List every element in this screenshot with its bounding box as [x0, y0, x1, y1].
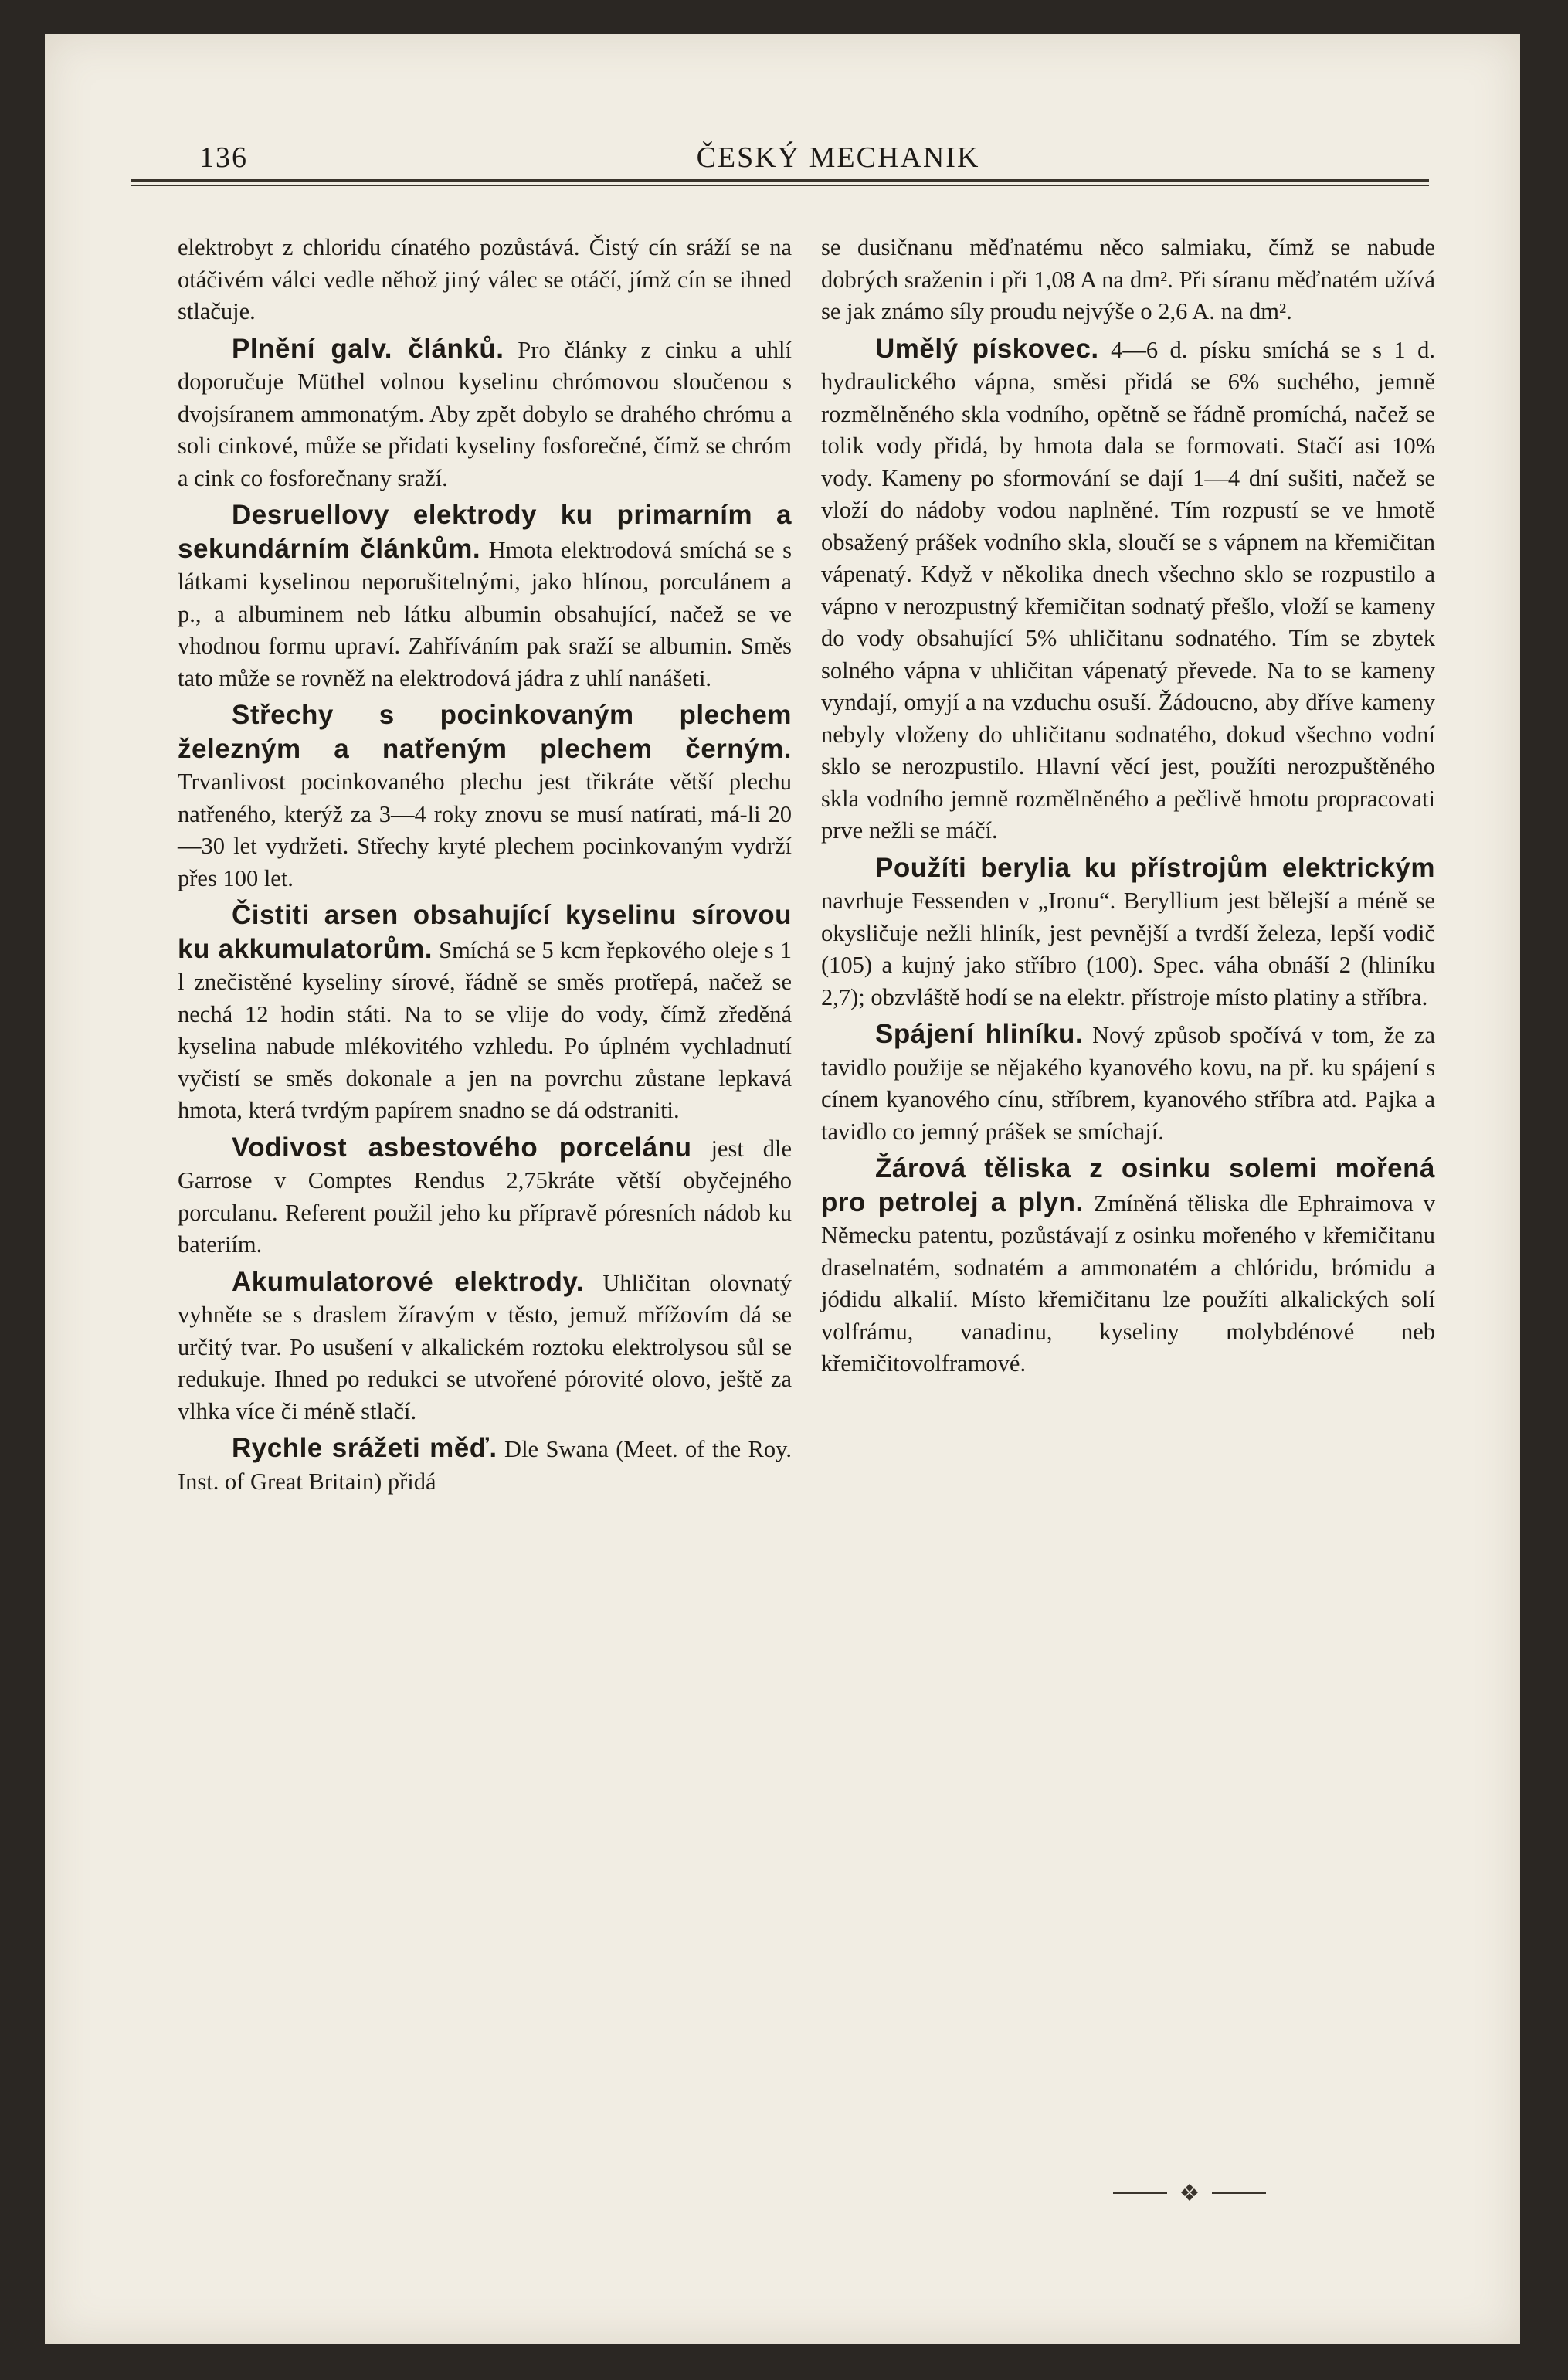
left-column — [178, 232, 792, 1502]
article-paragraph: se dusičnanu měďnatému něco salmiaku, čímž se nabude dobrých sraženin i při 1,08 A na dm². Při síranu měďnatém užívá se jak známo síly proudu nejvýše o 2,6 A. na dm². — [821, 234, 1435, 324]
article-heading: Spájení hliníku. — [875, 1019, 1084, 1049]
article-heading: Vodivost asbestového porcelánu — [232, 1132, 692, 1163]
article-paragraph: Čistiti arsen obsahující kyselinu sírovou ku akkumulatorům. Smíchá se 5 kcm řepkového oleje s 1 l znečistěné kyseliny sírové, řádně se směs protřepá, načež se nechá 12 hodin státi. Na to se vlije do vody, čímž zředěná kyselina nabude mlékovitého vzhledu. Po úplném vychladnutí vyčistí se směs dokonale a jen na povrchu zůstane lepkavá hmota, která tvrdým papírem snadno se dá odstraniti. — [178, 900, 792, 1123]
header-rule-thin — [131, 185, 1429, 186]
article-paragraph: Rychle srážeti měď. Dle Swana (Meet. of the Roy. Inst. of Great Britain) přidá — [178, 1433, 792, 1495]
article-heading: Žárová těliska z osinku solemi mořená pro petrolej a plyn. — [821, 1153, 1435, 1217]
ornament-line-right — [1212, 2192, 1266, 2194]
header-rule — [131, 179, 1429, 182]
ornament-line-left — [1113, 2192, 1167, 2194]
article-heading: Střechy s pocinkovaným plechem železným a natřeným plechem černým. — [178, 700, 792, 764]
footer-ornament — [1081, 2178, 1298, 2207]
article-paragraph: Desruellovy elektrody ku primarním a sekundárním článkům. Hmota elektrodová smíchá se s látkami kyselinou neporušitelnými, jako hlínou, porculánem a p., a albuminem neb látku albumin obsahující, načež se ve vhodnou formu upraví. Zahříváním pak sraží se albumin. Směs tato může se rovněž na elektrodová jádra z uhlí nanášeti. — [178, 500, 792, 691]
article-heading: Plnění galv. článků. — [232, 333, 504, 364]
right-column — [821, 232, 1435, 1385]
ornament-icon: ❖ — [1179, 2180, 1200, 2206]
article-paragraph: Spájení hliníku. Nový způsob spočívá v tom, že za tavidlo použije se nějakého kyanového kovu, na př. ku spájení s cínem kyanového cínu, stříbrem, kyanového stříbra atd. Pajka a tavidlo co jemný prášek se smíchají. — [821, 1019, 1435, 1145]
article-paragraph: Akumulatorové elektrody. Uhličitan olovnatý vyhněte se s draslem žíravým v těsto, jemuž mřížovím dá se určitý tvar. Po usušení v alkalickém roztoku elektrolysou sůl se redukuje. Ihned po redukci se utvořené pórovité olovo, ještě za vlhka více či méně stlačí. — [178, 1266, 792, 1424]
article-paragraph: Vodivost asbestového porcelánu jest dle Garrose v Comptes Rendus 2,75kráte větší obyčejného porculanu. Referent použil jeho ku přípravě póresních nádob ku bateriím. — [178, 1132, 792, 1258]
article-heading: Použíti berylia ku přístrojům elektrickým — [875, 852, 1435, 883]
article-heading: Desruellovy elektrody ku primarním a sekundárním článkům. — [178, 500, 792, 564]
article-paragraph: Plnění galv. článků. Pro články z cinku a uhlí doporučuje Müthel volnou kyselinu chrómovou sloučenou s dvojsíranem ammonatým. Aby zpět dobylo se drahého chrómu a soli cinkové, může se přidati kyseliny fosforečné, čímž se chróm a cink co fosforečnany sraží. — [178, 333, 792, 491]
article-heading: Rychle srážeti měď. — [232, 1433, 497, 1463]
article-paragraph: Žárová těliska z osinku solemi mořená pro petrolej a plyn. Zmíněná těliska dle Ephraimova v Německu patentu, pozůstávají z osinku mořeného v křemičitanu draselnatém, sodnatém a ammonatém a chlóridu, brómidu a jódidu alkalií. Místo křemičitanu lze použíti alkalických solí volfrámu, vanadinu, kyseliny molybdénové neb křemičitovolframové. — [821, 1153, 1436, 1377]
article-paragraph: elektrobyt z chloridu cínatého pozůstává. Čistý cín sráží se na otáčivém válci vedle něhož jiný válec se otáčí, jímž cín se ihned stlačuje. — [178, 234, 792, 324]
running-title: ČESKÝ MECHANIK — [696, 141, 980, 174]
article-paragraph: Umělý pískovec. 4—6 d. písku smíchá se s 1 d. hydraulického vápna, směsi přidá se 6% suchého, jemně rozmělněného skla vodního, opětně se řádně promíchá, načež se tolik vody přidá, by hmota dala se formovati. Stačí asi 10% vody. Kameny po sformování se dají 1—4 dní sušiti, načež se vloží do nádoby vodou naplněné. Tím rozpustí se ve hmotě obsažený prášek vodního skla, sloučí se s vápnem na křemičitan vápenatý. Když v několika dnech všechno sklo se rozpustilo a vápno v nerozpustný křemičitan sodnatý přešlo, vloží se kameny do vody obsahující 5% uhličitanu sodnatého. Tím se zbytek solného vápna v uhličitan vápenatý převede. Na to se kameny vyndají, omyjí a na vzduchu osuší. Žádoucno, aby dříve kameny nebyly vloženy do uhličitanu sodnatého, dokud všechno vodní sklo se nerozpustilo. Hlavní věcí jest, použíti nerozpuštěného skla vodního jemně rozmělněného a pečlivě hmotu propracovati prve nežli se máčí. — [821, 333, 1436, 844]
article-paragraph: Střechy s pocinkovaným plechem železným a natřeným plechem černým. Trvanlivost pocinkovaného plechu jest třikráte větší plechu natřeného, kterýž za 3—4 roky znovu se musí natírati, má-li 20—30 let vydržeti. Střechy kryté plechem pocinkovaným vydrží přes 100 let. — [178, 700, 792, 891]
article-heading: Čistiti arsen obsahující kyselinu sírovou ku akkumulatorům. — [178, 900, 792, 964]
page-header — [131, 110, 1429, 174]
article-heading: Umělý pískovec. — [875, 333, 1099, 364]
page-number: 136 — [199, 141, 248, 174]
article-heading: Akumulatorové elektrody. — [232, 1266, 585, 1297]
article-paragraph: Použíti berylia ku přístrojům elektrickým navrhuje Fessenden v „Ironu“. Beryllium jest bělejší a méně se okysličuje nežli hliník, jest pevnější a tvrdší železa, lepší vodič (105) a kujný jako stříbro (100). Spec. váha obnáší 2 (hliníku 2,7); obzvláště hodí se na elektr. přístroje místo platiny a stříbra. — [821, 852, 1435, 1010]
